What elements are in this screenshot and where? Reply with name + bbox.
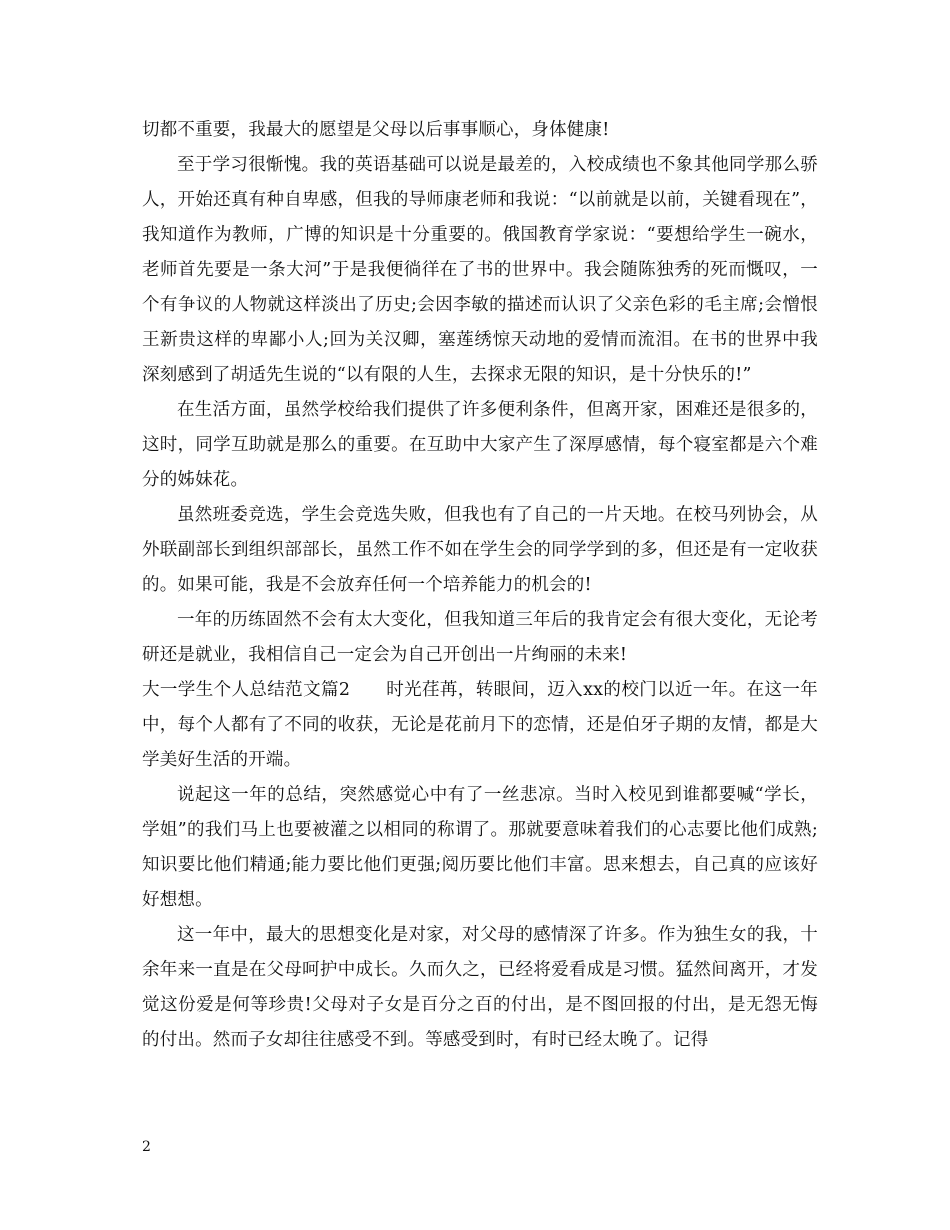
paragraph-8: 这一年中，最大的思想变化是对家，对父母的感情深了许多。作为独生女的我，十余年来一直是在父母呵护中成长。久而久之，已经将爱看成是习惯。猛然间离开，才发觉这份爱是何等珍贵!父母对子女是百分之百的付出，是不图回报的付出，是无怨无悔的付出。然而子女却往往感受不到。等感受到时，有时已经太晚了。记得: [142, 925, 818, 1050]
paragraph-3: 在生活方面，虽然学校给我们提供了许多便利条件，但离开家，困难还是很多的，这时，同学互助就是那么的重要。在互助中大家产生了深厚感情，每个寝室都是六个难分的姊妹花。: [142, 400, 818, 490]
document-body: [142, 113, 818, 1058]
page-number: 2: [142, 1139, 151, 1155]
paragraph-5: 一年的历练固然不会有太大变化，但我知道三年后的我肯定会有很大变化，无论考研还是就业，我相信自己一定会为自己开创出一片绚丽的未来!: [142, 610, 818, 665]
paragraph-1: 切都不重要，我最大的愿望是父母以后事事顺心，身体健康!: [142, 120, 610, 140]
paragraph-7: 说起这一年的总结，突然感觉心中有了一丝悲凉。当时入校见到谁都要喊“学长，学姐”的我们马上也要被灌之以相同的称谓了。那就要意味着我们的心志要比他们成熟;知识要比他们精通;能力要比他们更强;阅历要比他们丰富。思来想去，自己真的应该好好想想。: [142, 785, 818, 910]
paragraph-4: 虽然班委竞选，学生会竞选失败，但我也有了自己的一片天地。在校马列协会，从外联副部长到组织部部长，虽然工作不如在学生会的同学学到的多，但还是有一定收获的。如果可能，我是不会放弃任何一个培养能力的机会的!: [142, 505, 818, 595]
paragraph-2: 至于学习很惭愧。我的英语基础可以说是最差的，入校成绩也不象其他同学那么骄人，开始还真有种自卑感，但我的导师康老师和我说：“以前就是以前，关键看现在”，我知道作为教师，广博的知识是十分重要的。俄国教育学家说：“要想给学生一碗水，老师首先要是一条大河”于是我便徜徉在了书的世界中。我会随陈独秀的死而慨叹，一个有争议的人物就这样淡出了历史;会因李敏的描述而认识了父亲色彩的毛主席;会憎恨王新贵这样的卑鄙小人;回为关汉卿，塞莲绣惊天动地的爱情而流泪。在书的世界中我深刻感到了胡适先生说的“以有限的人生，去探求无限的知识，是十分快乐的!”: [142, 155, 818, 385]
paragraph-6-section-heading: 大一学生个人总结范文篇2 时光荏苒，转眼间，迈入xx的校门以近一年。在这一年中，每个人都有了不同的收获，无论是花前月下的恋情，还是伯牙子期的友情，都是大学美好生活的开端。: [142, 680, 818, 770]
